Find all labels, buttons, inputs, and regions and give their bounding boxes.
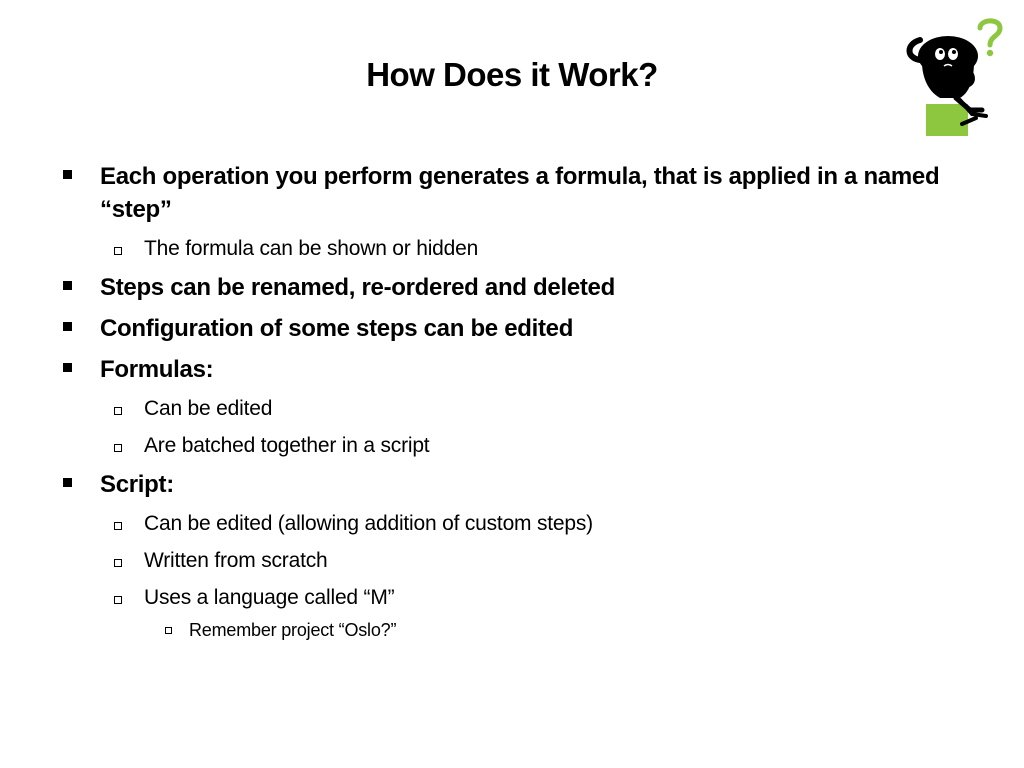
sub-bullet-item [62,547,962,575]
bullet-item [62,353,962,460]
bullet-item [62,271,962,304]
bullet-list [62,160,962,642]
sub-bullet-item [62,395,962,423]
sub-bullet-text: Written from scratch [144,549,328,572]
sub-bullet-text: The formula can be shown or hidden [144,237,479,260]
sub-bullet-text: Uses a language called “M” [144,586,395,609]
bullet-item [62,160,962,263]
sub-bullet-item [62,510,962,538]
hollow-square-bullet-icon [114,407,122,415]
square-bullet-icon [63,281,72,290]
hollow-square-bullet-icon [165,627,172,634]
hollow-square-bullet-icon [114,559,122,567]
thinking-mascot-icon [900,14,1010,140]
sub-bullet-item [62,432,962,460]
square-bullet-icon [63,363,72,372]
hollow-square-bullet-icon [114,522,122,530]
square-bullet-icon [63,170,72,179]
sub-bullet-item [62,584,962,642]
hollow-square-bullet-icon [114,444,122,452]
hollow-square-bullet-icon [114,596,122,604]
sub-bullet-text: Are batched together in a script [144,434,430,457]
sub-bullet-text: Can be edited (allowing addition of custom steps) [144,512,593,535]
sub-bullet-text: Can be edited [144,397,273,420]
bullet-item [62,468,962,642]
bullet-text: Each operation you perform generates a formula, that is applied in a named “step” [100,163,940,223]
sub-sub-bullet-text: Remember project “Oslo?” [189,620,397,640]
slide-title: How Does it Work? [366,56,658,93]
bullet-text: Steps can be renamed, re-ordered and deleted [100,274,615,301]
bullet-item [62,312,962,345]
bullet-text: Configuration of some steps can be edited [100,315,574,342]
hollow-square-bullet-icon [114,247,122,255]
square-bullet-icon [63,322,72,331]
square-bullet-icon [63,478,72,487]
bullet-text: Script: [100,471,174,498]
sub-sub-bullet-item [62,618,962,642]
bullet-text: Formulas: [100,356,214,383]
sub-bullet-item [62,235,962,263]
